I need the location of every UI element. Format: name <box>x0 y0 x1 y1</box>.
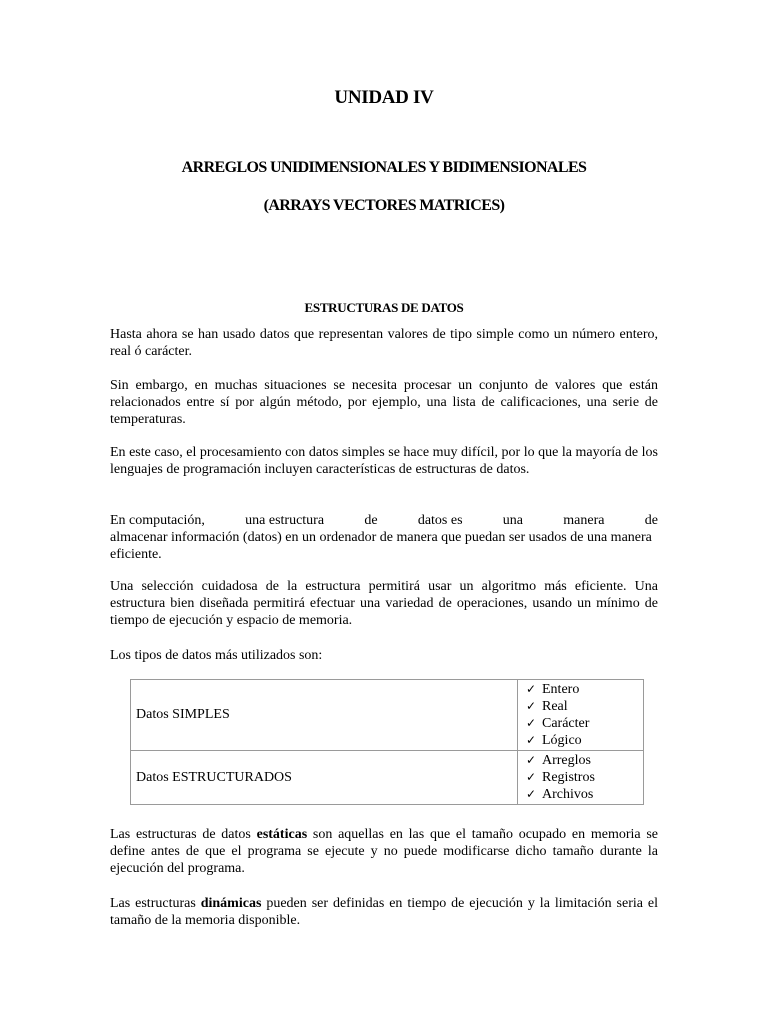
paragraph-dinamicas <box>110 895 658 929</box>
list-item <box>526 769 643 786</box>
checkmark-icon: ✓ <box>526 716 537 730</box>
paragraph-intro: Hasta ahora se han usado datos que representan valores de tipo simple como un número entero, real ó carácter. <box>110 327 658 359</box>
list-item <box>526 715 643 732</box>
word: datos es <box>417 513 463 528</box>
paragraph-computacion <box>110 512 658 563</box>
word: de <box>364 513 378 528</box>
paragraph-computacion-first-line <box>110 512 658 529</box>
item-label: Real <box>542 699 568 714</box>
paragraph-seleccion: Una selección cuidadosa de la estructura permitirá usar un algoritmo más eficiente. Una estructura bien diseñada permitirá efectuar una variedad de operaciones, usando un mínimo de tiempo de ejecución y espacio de memoria. <box>110 579 658 628</box>
table-row <box>131 751 644 805</box>
checkmark-icon: ✓ <box>526 770 537 784</box>
check-list <box>526 752 643 803</box>
word: una estructura <box>245 513 325 528</box>
checkmark-icon: ✓ <box>526 682 537 696</box>
bold-term: dinámicas <box>200 896 262 911</box>
sub-heading: (ARRAYS VECTORES MATRICES) <box>263 197 505 214</box>
list-item <box>526 681 643 698</box>
paragraph-tipos: Los tipos de datos más utilizados son: <box>110 648 323 663</box>
list-item <box>526 732 643 749</box>
item-label: Registros <box>542 770 595 785</box>
table-row <box>131 680 644 751</box>
text-segment: Las estructuras <box>110 896 201 911</box>
word: una <box>502 513 524 528</box>
row-items <box>518 751 644 805</box>
data-types-table <box>130 679 644 805</box>
word: manera <box>563 513 605 528</box>
item-label: Arreglos <box>542 753 591 768</box>
section-title: ESTRUCTURAS DE DATOS <box>304 300 464 315</box>
unit-title: UNIDAD IV <box>334 87 434 108</box>
list-item <box>526 752 643 769</box>
item-label: Entero <box>542 682 580 697</box>
check-list <box>526 681 643 749</box>
word: de <box>644 513 658 528</box>
paragraph-estaticas <box>110 826 658 877</box>
checkmark-icon: ✓ <box>526 699 537 713</box>
text-segment: pueden ser definidas en tiempo de ejecución y la limitación seria el tamaño de la memoria disponible. <box>110 896 658 928</box>
row-label: Datos SIMPLES <box>131 680 518 751</box>
text-segment: son aquellas en las que el tamaño ocupado en memoria se define antes de que el programa se ejecute y no puede modificarse dicho tamaño durante la ejecución del programa. <box>110 827 659 876</box>
checkmark-icon: ✓ <box>526 787 537 801</box>
item-label: Lógico <box>542 733 582 748</box>
item-label: Archivos <box>542 787 594 802</box>
row-items <box>518 680 644 751</box>
paragraph-sin-embargo: Sin embargo, en muchas situaciones se necesita procesar un conjunto de valores que están relacionados entre sí por algún método, por ejemplo, una lista de calificaciones, una serie de temperaturas. <box>110 378 658 427</box>
paragraph-computacion-rest: almacenar información (datos) en un ordenador de manera que puedan ser usados de una manera eficiente. <box>110 530 652 562</box>
main-heading: ARREGLOS UNIDIMENSIONALES Y BIDIMENSIONALES <box>181 159 587 176</box>
checkmark-icon: ✓ <box>526 733 537 747</box>
text-segment: Las estructuras de datos <box>110 827 257 842</box>
checkmark-icon: ✓ <box>526 753 537 767</box>
row-label: Datos ESTRUCTURADOS <box>131 751 518 805</box>
list-item <box>526 698 643 715</box>
word: En computación, <box>110 513 205 528</box>
bold-term: estáticas <box>256 827 308 842</box>
paragraph-en-este-caso: En este caso, el procesamiento con datos simples se hace muy difícil, por lo que la mayoría de los lenguajes de programación incluyen características de estructuras de datos. <box>110 445 658 477</box>
list-item <box>526 786 643 803</box>
item-label: Carácter <box>542 716 590 731</box>
